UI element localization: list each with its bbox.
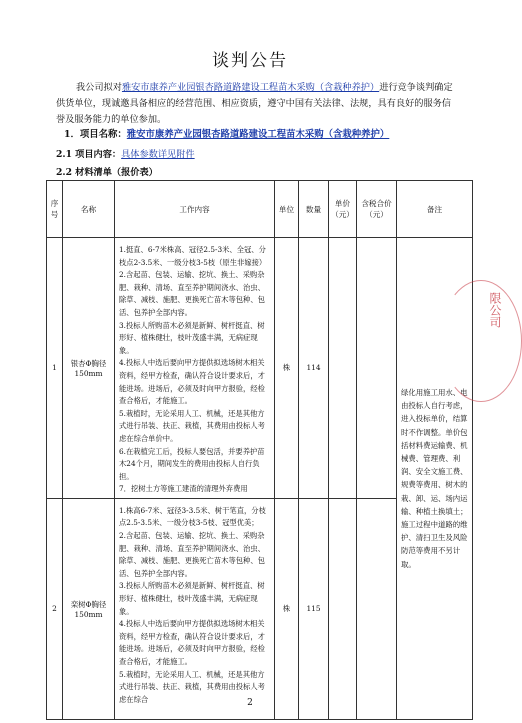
cell-unit: 株 <box>275 238 299 499</box>
cell-content <box>115 238 275 499</box>
cell-seq: 2 <box>47 498 63 719</box>
section-2-1-value: 具体参数详见附件 <box>121 149 195 160</box>
header-qty: 数量 <box>299 181 329 238</box>
materials-table <box>46 180 473 720</box>
header-content: 工作内容 <box>115 181 275 238</box>
header-unit: 单位 <box>275 181 299 238</box>
cell-qty: 114 <box>299 238 329 499</box>
content-line: 5.栽植时，无论采用人工、机械，还是其他方式进行吊装、扶正、栽植，其费用由投标人考虑在综合单价中。 <box>119 408 265 443</box>
content-line: 1.挺直、6-7米株高、冠径2.5-3米、全冠、分枝点2-3.5米、一级分枝3-5枝（原生非嫁接） <box>119 245 267 267</box>
header-remark: 备注 <box>397 181 473 238</box>
cell-name: 栾树Φ胸径150mm <box>63 498 115 719</box>
table-row <box>47 238 473 499</box>
content-line: 6.在栽植完工后，投标人要包活，并要养护苗木24个月，期间发生的费用由投标人自行负担。 <box>119 446 265 481</box>
intro-post: 进行竞争谈判确定供货单位，现诚邀具备相应的经营范围、相应资质，遵守中国有关法律、法规，具有良好的服务信誉及服务能力的单位参加。 <box>56 82 453 125</box>
cell-content <box>115 498 275 719</box>
table-header-row <box>47 181 473 238</box>
content-line: 2.含起苗、包装、运输、挖坑、换土、采购杂肥、栽种、清场、直至养护期间浇水、治虫、除草、减枝、施肥、更换死亡苗木等包种、包活、包养护全部内容。 <box>119 531 265 578</box>
cell-seq: 1 <box>47 238 63 499</box>
section-1-value: 雅安市康养产业园银杏路道路建设工程苗木采购（含栽种养护） <box>126 129 390 140</box>
intro-paragraph <box>56 80 456 128</box>
section-2-1-label: 2.1 项目内容： <box>56 149 122 160</box>
section-1-label: 1．项目名称： <box>64 129 127 140</box>
page-number: 2 <box>247 698 253 708</box>
intro-project-name: 雅安市康养产业园银杏路道路建设工程苗木采购（含栽种养护） <box>121 82 380 93</box>
cell-remark: 绿化用施工用水、电由投标人自行考虑，进入投标单价，结算时不作调整。单价包括材料费运输费、机械费、管理费、利润、安全文施工费、规费等费用、树木的栽、卸、运、场内运输、种植土换填土；施工过程中道路的维护、清扫卫生及风险防范等费用不另计取。 <box>397 238 473 720</box>
intro-pre: 我公司拟对 <box>76 82 122 93</box>
cell-price <box>329 498 357 719</box>
cell-price <box>329 238 357 499</box>
cell-unit: 株 <box>275 498 299 719</box>
content-line: 4.投标人中选后要向甲方提供拟选场树木相关资料，经甲方检查，确认符合设计要求后，才能进场。进场后，必须及时向甲方报验，经检查合格后，才能施工。 <box>119 619 265 666</box>
content-line: 2.含起苗、包装、运输、挖坑、换土、采购杂肥、栽种、清场、直至养护期间浇水、治虫、除草、减枝、施肥、更换死亡苗木等包种、包活、包养护全部内容。 <box>119 270 265 317</box>
page-title: 谈判公告 <box>212 51 288 71</box>
content-line: 3.投标人所购苗木必须是新鲜、树杆挺直、树形好、植株健壮，枝叶茂盛丰满，无病症现象。 <box>119 581 265 616</box>
cell-qty: 115 <box>299 498 329 719</box>
header-name: 名称 <box>63 181 115 238</box>
section-2-1 <box>56 146 456 160</box>
section-2-2: 2.2 材料清单（报价表） <box>56 167 158 178</box>
header-price: 单价（元） <box>329 181 357 238</box>
content-line: 3.投标人所购苗木必须是新鲜、树杆挺直、树形好、植株健壮，枝叶茂盛丰满，无病症现象。 <box>119 320 265 355</box>
company-seal-text: 限公司 <box>488 292 502 328</box>
cell-name: 银杏Φ胸径150mm <box>63 238 115 499</box>
content-line: 4.投标人中选后要向甲方提供拟选场树木相关资料，经甲方检查，确认符合设计要求后，才能进场。进场后，必须及时向甲方报验，经检查合格后，才能施工。 <box>119 358 265 406</box>
cell-total <box>357 238 397 499</box>
content-line: 7．挖树土方等施工建渣的清理外弃费用 <box>119 484 248 494</box>
content-line: 5.栽植时，无论采用人工、机械，还是其他方式进行吊装、扶正、栽植，其费用由投标人考虑在综合 <box>119 669 265 704</box>
header-total: 含税合价（元） <box>357 181 397 238</box>
header-seq: 序号 <box>47 181 63 238</box>
section-1 <box>64 126 464 140</box>
content-line: 1.株高6-7米、冠径3-3.5米、树干笔直，分枝点2.5-3.5米、一级分枝3-5枝、冠型优美； <box>119 505 266 528</box>
cell-total <box>357 498 397 719</box>
